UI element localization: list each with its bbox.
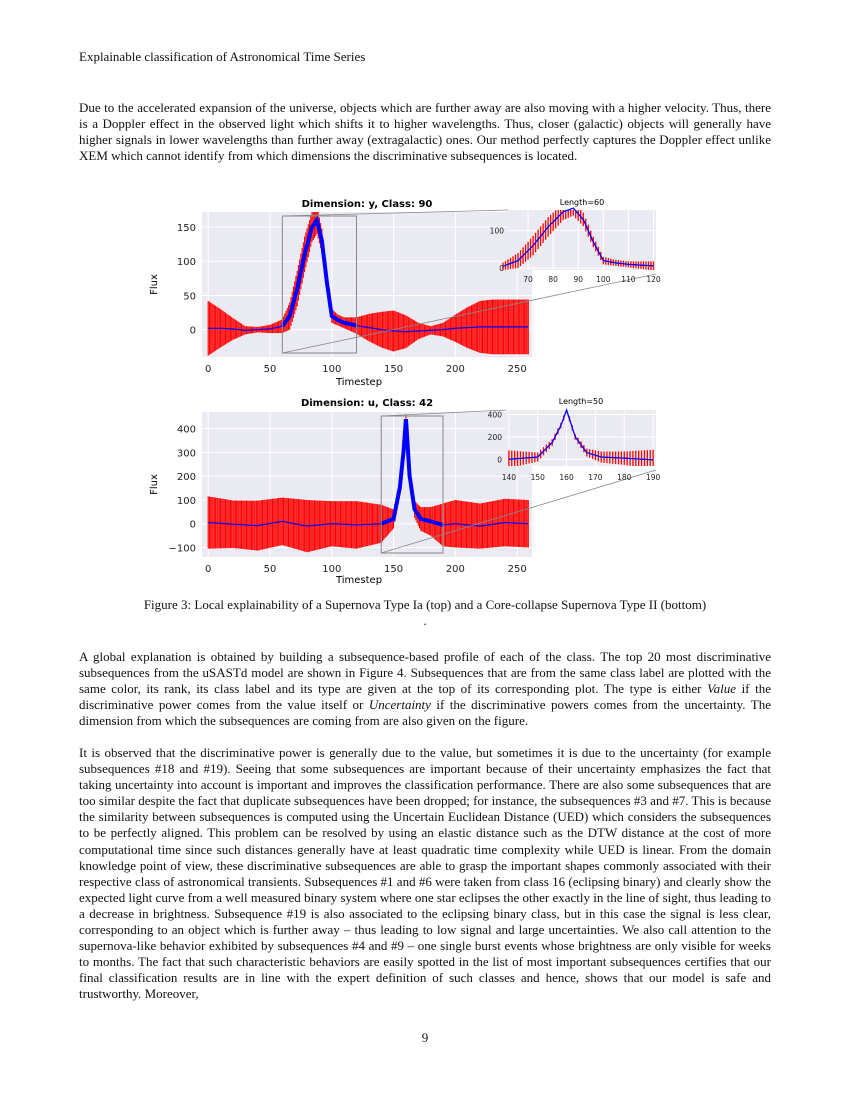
paragraph-doppler: Due to the accelerated expansion of the universe, objects which are further away are also moving with a higher velocity. Thus, there is a Doppler effect in the observed light which shifts it to higher wavelengths. Thus, closer (galactic) objects will generally have higher signals in lower wavelengths than further away (extragalactic) ones. Our method perfectly captures the Doppler effect unlike XEM which cannot identify from which dimensions the discriminative subsequences is located. [79, 100, 771, 164]
y-tick-label: 100 [176, 495, 196, 507]
inset-title: Length=50 [558, 397, 604, 406]
paragraph-global-explanation [79, 649, 771, 729]
figure-caption: Figure 3: Local explainability of a Supernova Type Ia (top) and a Core-collapse Supernova Type II (bottom) [143, 597, 707, 612]
chart-title: Dimension: y, Class: 90 [301, 199, 433, 210]
inset-title: Length=60 [559, 198, 605, 207]
p2-text-2: if the discriminative power comes from the value itself or [79, 681, 771, 713]
x-axis-label: Timestep [335, 575, 383, 586]
x-tick-label: 50 [263, 364, 277, 375]
x-tick-label: 250 [507, 564, 527, 575]
x-tick-label: 100 [322, 564, 342, 575]
x-axis-label: Timestep [335, 377, 383, 388]
y-tick-label: 100 [176, 257, 196, 269]
running-head: Explainable classification of Astronomical Time Series [79, 49, 366, 64]
x-tick-label: 200 [445, 564, 465, 575]
x-tick-label: 50 [263, 564, 277, 575]
y-axis-label: Flux [149, 474, 160, 495]
p2-text-3: if the discriminative powers comes from the uncertainty. The dimension from which the subsequences are coming from are also given on the figure. [79, 697, 771, 729]
inset-x-tick-label: 110 [621, 275, 636, 284]
chart-title: Dimension: u, Class: 42 [300, 398, 434, 409]
uncertainty-term: Uncertainty [368, 697, 431, 713]
y-tick-label: 0 [189, 519, 196, 531]
inset-y-tick-label: 400 [487, 410, 502, 420]
y-tick-label: 0 [189, 325, 196, 337]
chart-top-supernova-ia [149, 198, 661, 388]
y-tick-label: 150 [176, 223, 196, 235]
x-tick-label: 250 [507, 364, 527, 375]
inset-y-tick-label: 200 [487, 432, 502, 442]
inset-x-tick-label: 150 [530, 473, 545, 482]
inset-x-tick-label: 170 [588, 473, 603, 482]
inset-x-tick-label: 190 [645, 473, 661, 482]
value-term: Value [707, 681, 736, 697]
y-tick-label: 400 [176, 424, 196, 436]
page-number: 9 [421, 1030, 429, 1045]
inset-x-tick-label: 70 [523, 275, 533, 284]
y-tick-label: 200 [176, 472, 196, 484]
x-tick-label: 150 [384, 564, 404, 575]
inset-y-tick-label: 0 [499, 264, 504, 274]
inset-x-tick-label: 100 [596, 275, 611, 284]
inset-y-tick-label: 100 [489, 226, 504, 236]
y-tick-label: 50 [183, 291, 196, 303]
x-tick-label: 0 [204, 364, 212, 375]
x-tick-label: 200 [445, 364, 465, 375]
chart-bottom-supernova-ii [149, 397, 660, 586]
paragraph-observations: It is observed that the discriminative power is generally due to the value, but sometimes it is due to the uncertainty (for example subsequences #18 and #19). Seeing that some subsequences are important because of their uncertainty emphasizes the fact that taking uncertainty into account is important and improves the classification performance. There are also some subsequences that are too similar despite the fact that duplicate subsequences have been dropped; for instance, the subsequences #3 and #7. This is because the similarity between subsequences is computed using the Uncertain Euclidean Distance (UED) which considers the subsequences to be perfectly aligned. This problem can be resolved by using an elastic distance such as the DTW distance at the cost of more computational time since such distances generally have at least quadratic time complexity while UED is linear. From the domain knowledge point of view, these discriminative subsequences are able to grasp the important shapes commonly associated with their respective class of astronomical transients. Subsequences #1 and #6 were taken from class 16 (eclipsing binary) and clearly show the expected light curve from a well measured binary system where one star eclipses the other exactly in the line of sight, thus leading to a decrease in brightness. Subsequence #19 is also associated to the eclipsing binary class, but in this case the signal is less clear, corresponding to an object which is further away – thus leading to low signal and large uncertainties. We also call attention to the supernova-like behavior exhibited by subsequences #4 and #9 – one single burst events whose brightness are only visible for weeks to months. The fact that such characteristic behaviors are easily spotted in the list of most important subsequences certifies that our final classification results are in line with the expert definition of such classes and hence, shows that our model is safe and trustworthy. Moreover, [79, 745, 771, 1002]
x-tick-label: 0 [204, 564, 212, 575]
p2-text-1: A global explanation is obtained by building a subsequence-based profile of each of the class. The top 20 most discriminative subsequences from the uSASTd model are shown in Figure 4. Subsequences that are from the same class label are plotted with the same color, its rank, its class label and its type are given at the top of its corresponding plot. The type is either [79, 649, 771, 697]
y-tick-label: 300 [176, 448, 196, 460]
inset-x-tick-label: 80 [548, 275, 558, 284]
caption-dot: . [423, 613, 427, 628]
x-tick-label: 100 [322, 364, 342, 375]
inset-x-tick-label: 140 [501, 473, 517, 482]
inset-x-tick-label: 160 [559, 473, 574, 482]
inset-x-tick-label: 180 [617, 473, 632, 482]
x-tick-label: 150 [384, 364, 404, 375]
inset-x-tick-label: 120 [646, 275, 661, 284]
y-tick-label: −100 [168, 543, 196, 555]
y-axis-label: Flux [149, 274, 160, 295]
inset-y-tick-label: 0 [497, 455, 502, 465]
inset-x-tick-label: 90 [573, 275, 584, 284]
